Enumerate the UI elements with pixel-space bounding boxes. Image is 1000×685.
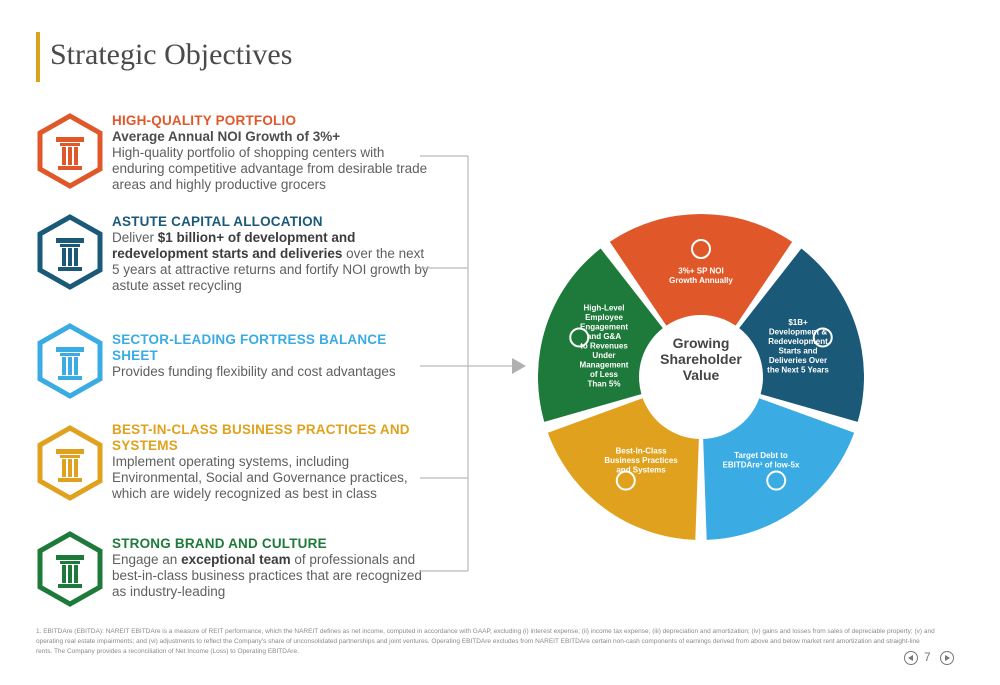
wheel-segment-label: Growth Annually: [669, 276, 733, 285]
objective-fortress-balance-sheet: [36, 323, 436, 403]
shareholder-value-wheel: [536, 212, 866, 542]
wheel-segment-label: to Revenues: [580, 341, 628, 351]
objective-body: Provides funding flexibility and cost advantages: [112, 364, 396, 379]
arrow-icon: [512, 358, 526, 374]
wheel-segment-label: EBITDAre¹ of low-5x: [722, 460, 800, 470]
next-page-button[interactable]: [940, 651, 954, 665]
column-icon: [36, 531, 104, 607]
wheel-segment-label: Employee: [585, 313, 623, 323]
objective-body: Deliver $1 billion+ of development and redevelopment starts and deliveries over the next 5 years at attractive returns and fortify NOI growth by astute asset recycling: [112, 230, 429, 293]
wheel-segment-label: Target Debt to: [734, 451, 788, 461]
wheel-segment-label: Development &: [768, 327, 828, 337]
objective-best-in-class-practices: [36, 422, 436, 505]
wheel-segment-label: and G&A: [586, 332, 622, 342]
objective-high-quality-portfolio: [36, 113, 436, 193]
title-accent-bar: [36, 32, 40, 82]
wheel-segment-label: Management: [579, 360, 629, 370]
bracket-connector: [420, 150, 530, 580]
page-title: Strategic Objectives: [50, 38, 293, 71]
wheel-segment-label: of Less: [589, 370, 619, 380]
pagination: [904, 650, 954, 666]
wheel-segment-label: Engagement: [579, 322, 629, 332]
objective-body: High-quality portfolio of shopping centers with enduring competitive advantage from desirable trade areas and highly productive grocers: [112, 145, 428, 192]
wheel-segment-label: Under: [592, 351, 616, 361]
objective-heading: STRONG BRAND AND CULTURE: [112, 536, 327, 551]
wheel-segment-label: the Next 5 Years: [767, 365, 829, 375]
wheel-segment-label: Business Practices: [604, 455, 678, 465]
objective-heading: ASTUTE CAPITAL ALLOCATION: [112, 214, 323, 229]
wheel-segment-label: $1B+: [788, 317, 808, 327]
column-icon: [36, 214, 104, 290]
objective-heading: SECTOR-LEADING FORTRESS BALANCE SHEET: [112, 332, 387, 363]
footnote: 1. EBITDAre (EBITDA): NAREIT EBITDAre is a measure of REIT performance, which the NAREIT defines as net income, computed in accordance with GAAP, excluding (i) interest expense; (ii) income tax expense; (iii) depreciation and amortization; (iv) gains and losses from sales of depreciable property; (v) and operating real estate impairments; and (vi) adjustments to reflect the Company's share of unconsolidated partnerships and joint ventures. Operating EBITDAre excludes from NAREIT EBITDAre certain non-cash components of earnings derived from above and below market rent amortization and straight-line rents. The Company provides a reconciliation of Net Income (Loss) to Operating EBITDAre.: [36, 628, 935, 655]
objective-heading: BEST-IN-CLASS BUSINESS PRACTICES AND SYSTEMS: [112, 422, 410, 453]
wheel-center-label: Shareholder: [660, 351, 742, 367]
wheel-center-label: Value: [682, 367, 720, 383]
objective-astute-capital-allocation: [36, 214, 436, 294]
previous-page-button[interactable]: [904, 651, 918, 665]
objective-heading: HIGH-QUALITY PORTFOLIO: [112, 113, 297, 128]
wheel-segment-label: Than 5%: [587, 379, 621, 389]
wheel-segment-label: Redevelopment: [768, 336, 828, 346]
wheel-segment-label: Starts and: [778, 346, 818, 356]
column-icon: [36, 113, 104, 189]
column-icon: [36, 323, 104, 399]
objective-strong-brand-culture: [36, 531, 436, 611]
page-number: 7: [924, 650, 931, 664]
wheel-segment-label: and Systems: [616, 465, 666, 475]
column-icon: [36, 425, 104, 501]
wheel-segment-label: Deliveries Over: [768, 355, 828, 365]
wheel-segment-label: Best-In-Class: [615, 446, 667, 456]
objective-body: Implement operating systems, including Environmental, Social and Governance practices, which are widely recognized as best in class: [112, 454, 408, 501]
objective-body: Engage an exceptional team of professionals and best-in-class business practices that are recognized as industry-leading: [112, 552, 422, 599]
objective-subheading: Average Annual NOI Growth of 3%+: [112, 129, 341, 144]
wheel-center-label: Growing: [672, 335, 730, 351]
wheel-segment-label: 3%+ SP NOI: [678, 266, 724, 276]
wheel-segment-label: High-Level: [583, 303, 625, 313]
